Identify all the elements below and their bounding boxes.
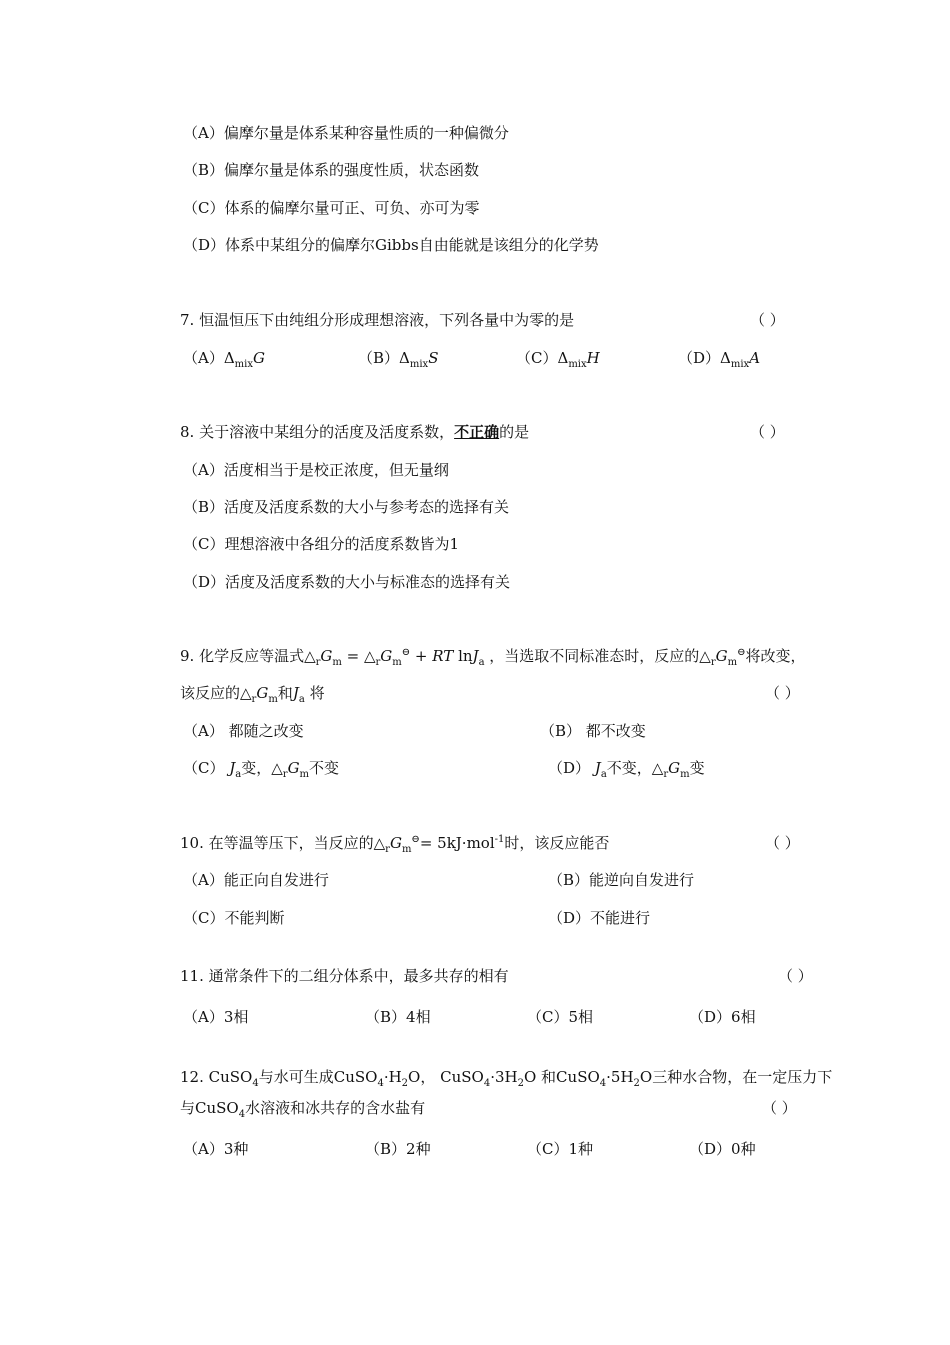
q9-stem: 9. 化学反应等温式$\triangle_rG_m$ = $\triangle_rG_m^⊖$ + RT lnJ$_a$ ，当选取不同标准态时，反应的$\triangle_rG_m^⊖$将改变， [180, 647, 806, 668]
q8-stem: 8. 关于溶液中某组分的活度及活度系数，不正确的是 [180, 423, 530, 441]
q12-answer-paren: （ ） [762, 1099, 797, 1117]
q10-option-d: （D）不能进行 [548, 909, 651, 927]
q11-option-b: （B）4相 [365, 1008, 431, 1026]
q9-stem-line2: 该反应的$\triangle_rG_m$和$J_a$ 将 [180, 684, 325, 705]
q12-option-c: （C）1种 [527, 1140, 594, 1158]
q8-option-c: （C）理想溶液中各组分的活度系数皆为1 [183, 535, 460, 553]
q8-option-b: （B）活度及活度系数的大小与参考态的选择有关 [183, 498, 510, 516]
q8-option-d: （D）活度及活度系数的大小与标准态的选择有关 [183, 573, 511, 591]
q6-option-c: （C）体系的偏摩尔量可正、可负、亦可为零 [183, 199, 480, 217]
q9-option-a: （A） 都随之改变 [183, 722, 304, 740]
q9-option-b: （B） 都不改变 [540, 722, 646, 740]
q12-stem-line2: 与CuSO$_4$水溶液和冰共存的含水盐有 [180, 1099, 426, 1120]
q10-stem: 10. 在等温等压下，当反应的$\triangle_rG_m^⊖= 5kJ\cdot mol^{-1}$时，该反应能否 [180, 834, 610, 855]
q12-option-b: （B）2种 [365, 1140, 431, 1158]
q7-option-a: $(A)\Delta_{mix}G$ [183, 349, 265, 370]
q11-option-a: （A）3相 [183, 1008, 249, 1026]
q6-option-b: （B）偏摩尔量是体系的强度性质，状态函数 [183, 161, 480, 179]
q9-option-d: （D） $J_a$不变，$\triangle_rG_m$变 [548, 759, 705, 780]
q7-option-b: $(B)\Delta_{mix}S$ [358, 349, 439, 370]
q10-option-b: （B）能逆向自发进行 [548, 871, 695, 889]
q6-option-a: （A）偏摩尔量是体系某种容量性质的一种偏微分 [183, 124, 509, 142]
q8-option-a: （A）活度相当于是校正浓度，但无量纲 [183, 461, 449, 479]
q7-answer-paren: （ ） [750, 311, 785, 329]
q12-option-d: （D）0种 [689, 1140, 756, 1158]
q8-emphasis: 不正确 [454, 423, 500, 441]
q11-stem: 11. 通常条件下的二组分体系中，最多共存的相有 [180, 967, 509, 985]
q7-option-c: $(C)\Delta_{mix}H$ [516, 349, 600, 370]
q10-option-a: （A）能正向自发进行 [183, 871, 329, 889]
q11-option-c: （C）5相 [527, 1008, 594, 1026]
q12-option-a: （A）3种 [183, 1140, 249, 1158]
q7-stem: 7. 恒温恒压下由纯组分形成理想溶液，下列各量中为零的是 [180, 311, 575, 329]
q6-option-d: （D）体系中某组分的偏摩尔Gibbs自由能就是该组分的化学势 [183, 236, 599, 254]
q12-stem: 12. CuSO$_4$与水可生成$CuSO_4\cdot H_2O$， $CuSO_4\cdot 3H_2O$ 和$CuSO_4\cdot 5H_2O$三种水合物，在一定压力下 [180, 1068, 833, 1089]
q10-option-c: （C）不能判断 [183, 909, 285, 927]
q11-answer-paren: （ ） [778, 967, 813, 985]
q9-option-c: （C） $J_a$变，$\triangle_rG_m$不变 [183, 759, 340, 780]
q11-option-d: （D）6相 [689, 1008, 756, 1026]
q8-answer-paren: （ ） [750, 423, 785, 441]
q9-answer-paren: （ ） [765, 684, 800, 702]
q10-answer-paren: （ ） [765, 834, 800, 852]
q7-option-d: $(D)\Delta_{mix}A$ [678, 349, 761, 370]
